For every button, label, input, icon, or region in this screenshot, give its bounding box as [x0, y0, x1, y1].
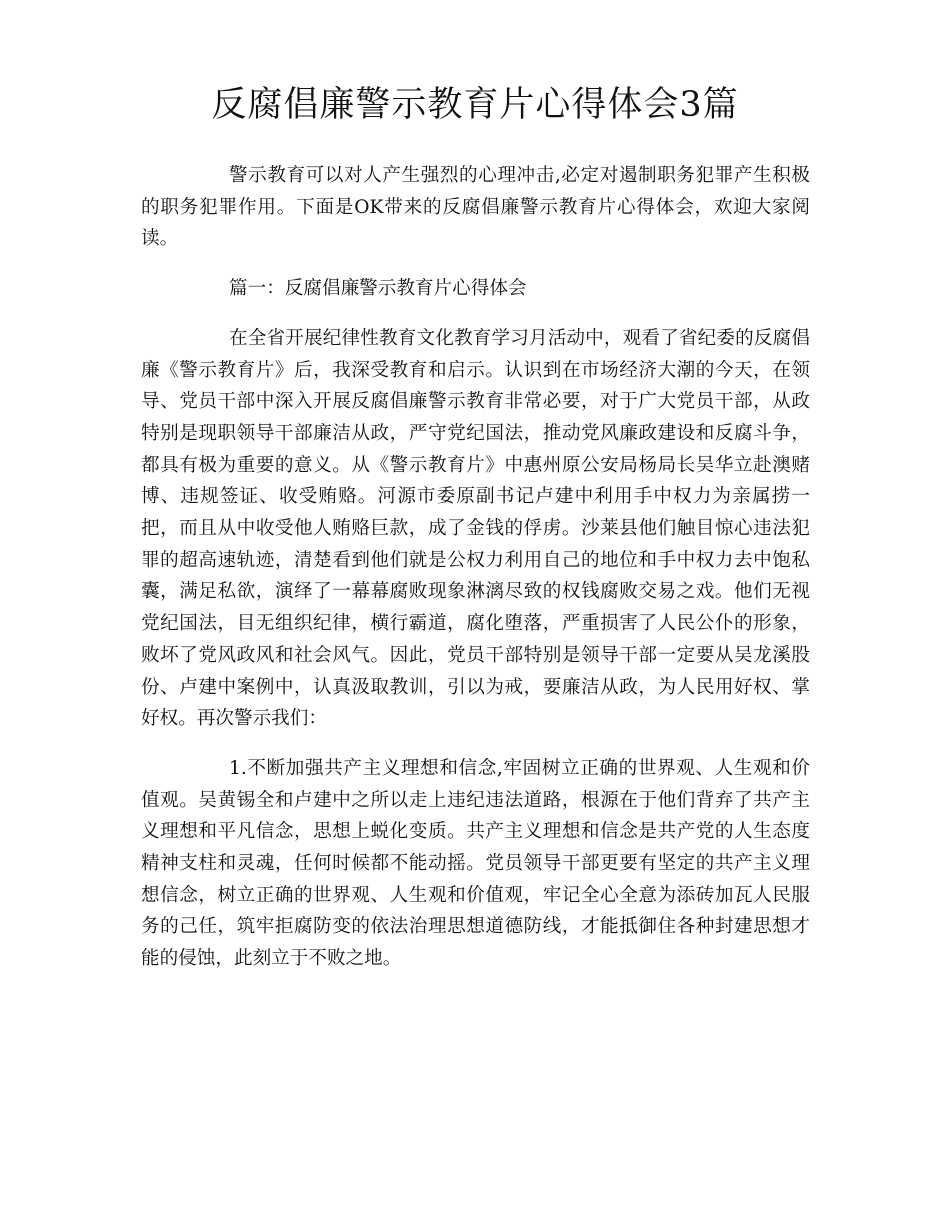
- body-paragraph: 在全省开展纪律性教育文化教育学习月活动中，观看了省纪委的反腐倡廉《警示教育片》后，我深受教育和启示。认识到在市场经济大潮的今天，在领导、党员干部中深入开展反腐倡廉警示教育非常必要，对于广大党员干部，从政特别是现职领导干部廉洁从政，严守党纪国法，推动党风廉政建设和反腐斗争，都具有极为重要的意义。从《警示教育片》中惠州原公安局杨局长吴华立赴澳赌博、违规签证、收受贿赂。河源市委原副书记卢建中利用手中权力为亲属捞一把，而且从中收受他人贿赂巨款，成了金钱的俘虏。沙莱县他们触目惊心违法犯罪的超高速轨迹，清楚看到他们就是公权力利用自己的地位和手中权力去中饱私囊，满足私欲，演绎了一幕幕腐败现象淋漓尽致的权钱腐败交易之戏。他们无视党纪国法，目无组织纪律，横行霸道，腐化堕落，严重损害了人民公仆的形象，败坏了党风政风和社会风气。因此，党员干部特别是领导干部一定要从吴龙溪股份、卢建中案例中，认真汲取教训，引以为戒，要廉洁从政，为人民用好权、掌好权。再次警示我们：: [141, 327, 810, 730]
- document-body: [141, 160, 810, 993]
- intro-paragraph: 警示教育可以对人产生强烈的心理冲击,必定对遏制职务犯罪产生积极的职务犯罪作用。下面是OK带来的反腐倡廉警示教育片心得体会，欢迎大家阅读。: [141, 165, 810, 250]
- document-title: 反腐倡廉警示教育片心得体会3篇: [211, 85, 739, 125]
- section-heading: 篇一：反腐倡廉警示教育片心得体会: [229, 278, 527, 300]
- numbered-paragraph: 1.不断加强共产主义理想和信念,牢固树立正确的世界观、人生观和价值观。吴黄锡全和卢建中之所以走上违纪违法道路，根源在于他们背弃了共产主义理想和平凡信念，思想上蜕化变质。共产主义理想和信念是共产党的人生态度精神支柱和灵魂，任何时候都不能动摇。党员领导干部更要有坚定的共产主义理想信念，树立正确的世界观、人生观和价值观，牢记全心全意为添砖加瓦人民服务的己任，筑牢拒腐防变的依法治理思想道德防线，才能抵御住各种封建思想才能的侵蚀，此刻立于不败之地。: [141, 757, 810, 970]
